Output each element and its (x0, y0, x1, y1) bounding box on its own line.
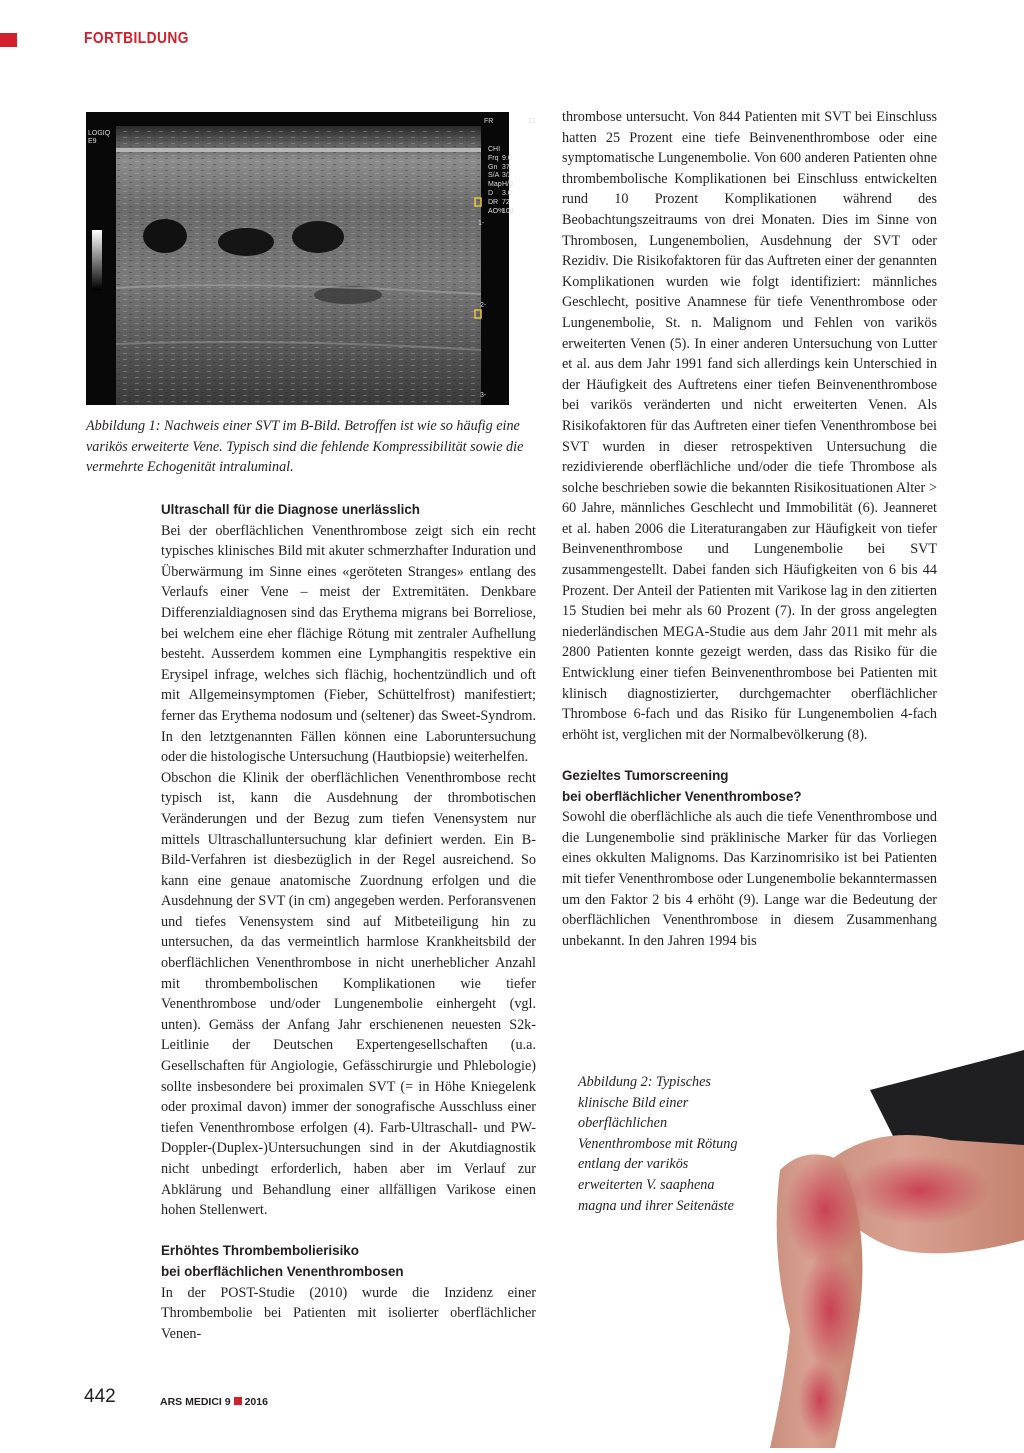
paragraph-right-2: Sowohl die oberflächliche als auch die tiefe Venenthrombose und die Lungenembolie sind präklinische Marker für das Vorliegen eines okkulten Malignoms. Das Karzinomrisiko ist bei Patienten mit tiefer Venenthrombose oder Lungenembolie bekanntermassen um den Faktor 2 bis 4 erhöht (9). Lange war die Bedeutung der oberflächlichen Venenthrombose in diesem Zusammenhang unbekannt. In den Jahren 1994 bis (562, 809, 937, 949)
scanner-param-name: DR (488, 198, 499, 206)
scanner-param-value: 3/2 (502, 172, 512, 180)
scanner-param-name: CHI (488, 146, 501, 153)
page-number: 442 (84, 1386, 116, 1407)
paragraph-left-3: In der POST-Studie (2010) wurde die Inzidenz einer Thrombembolie bei Patienten mit isolierter oberflächlicher Venen- (161, 1284, 536, 1342)
paragraph-right-1: thrombose untersucht. Von 844 Patienten mit SVT bei Einschluss hatten 25 Prozent eine tiefe Beinvenenthrombose oder eine symptomatische Lungenembolie. Von 600 anderen Patienten ohne thrombembolische Komplikationen bei Einschluss entwickelten rund 10 Prozent Komplikationen während des Beobachtungszeitraums von drei Monaten. Dies im Sinne von Thrombosen, Lungenembolien, Ausdehnung der SVT oder Rezidiv. Die Risikofaktoren für das Auftreten einer der genannten Komplikationen wurden wie folgt identifiziert: männliches Geschlecht, positive Anamnese für tiefe Venenthrombose oder Lungenembolie, St. n. Malignom und Fehlen von varikös erweiterten Venen (5). In einer anderen Untersuchung von Lutter et al. aus dem Jahr 1991 fand sich allerdings kein Unterschied in der Häufigkeit des Auftretens einer tiefen Beinvenenthrombose bei varikös veränderten und nicht erweiterten Venen. Als Risikofaktoren für das Auftreten einer tiefen Venenthrombose bei SVT wurden in dieser retrospektiven Untersuchung die rezidivierende oberflächliche und/oder die tiefe Thrombose als solche beschrieben sowie die bekannten Risikosituationen Alter > 60 Jahre, männliches Geschlecht und Immobilität (6). Jeanneret et al. haben 2006 die Literaturangaben zur Häufigkeit von tiefer Beinvenenthrombose und Lungenembolie bei SVT zusammengestellt. Dabei fanden sich Häufigkeiten von 6 bis 44 Prozent. Der Anteil der Patienten mit Varikose lag in den zitierten 15 Studien bei mehr als 60 Prozent (7). In der gross angelegten niederländischen MEGA-Studie aus dem Jahr 2011 mit mehr als 2800 Patienten konnte gezeigt werden, dass das Risiko für die Entwicklung einer tiefen Beinvenenthrombose bei Patienten mit klinisch diagnostizierter, durchgemachter oberflächlicher Thrombose 6-fach und das Risiko für Lungenembolien 4-fach erhöht ist, verglichen mit der Normalbevölkerung (8). (562, 109, 937, 743)
scanner-param-row (488, 172, 512, 181)
scanner-param-name: S/A (488, 172, 500, 180)
figure2-caption: Abbildung 2: Typisches klinische Bild einer oberflächlichen Venenthrombose mit Rötung entlang der varikös erweiterten V. saaphena magna und ihrer Seitenäste (578, 1074, 738, 1214)
section-title: FORTBILDUNG (84, 30, 189, 47)
heading-thrombembolierisiko-2: bei oberflächlichen Venenthrombosen (161, 1263, 404, 1279)
paragraph-left-1: Bei der oberflächlichen Venenthrombose zeigt sich ein recht typisches klinisches Bild mit akuter schmerzhafter Induration und Überwärmung im Sinne eines «geröteten Stranges» entlang des Verlaufs einer Vene – meist der Extremitäten. Denkbare Differenzialdiagnosen sind das Erythema migrans bei Borreliose, bei welchem eine eher flächige Rötung mit zentraler Aufhellung besteht. Ausserdem kommen eine Lymphangitis respektive ein Erysipel infrage, welches sich flächig, hochentzündlich und oft mit Allgemeinsymptomen (Fieber, Schüttelfrost) manifestiert; ferner das Erythema nodosum und (seltener) das Sweet-Syndrom. In den letztgenannten Fällen können eine Laboruntersuchung oder die histologische Untersuchung (Hautbiopsie) weiterhelfen. (161, 522, 536, 766)
scanner-param-name: D (488, 189, 494, 197)
left-column (161, 500, 536, 1344)
section-marker (0, 33, 17, 47)
right-column (562, 107, 937, 951)
journal-year: 2016 (244, 1396, 268, 1408)
scanner-param-value: 3.0 (502, 189, 512, 197)
paragraph-left-2: Obschon die Klinik der oberflächlichen Venenthrombose recht typisch ist, kann die Ausdehnung der thrombotischen Veränderungen und der Bezug zum tiefen Venensystem nur mittels Ultraschalluntersuchung klar definiert werden. Ein B-Bild-Verfahren ist diesbezüglich in der Regel ausreichend. So kann eine genaue anatomische Zuordnung erfolgen und die Ausdehnung der SVT (in cm) angegeben werden. Perforansvenen und tiefes Venensystem sind auf Mitbeteiligung hin zu untersuchen, da das vermeintlich harmlose Krankheitsbild der oberflächlichen Venenthrombose in nicht unerheblicher Anzahl mit thrombembolischen Komplikationen wie tiefer Venenthrombose und/oder Lungenembolie einhergeht (vgl. unten). Gemäss der Anfang Jahr erschienenen neuesten S2k-Leitlinie der Deutschen Expertengesellschaften (u.a. Gesellschaften für Angiologie, Gefässchirurgie und Phlebologie) sollte insbesondere bei proximalen SVT (= in Höhe Kniegelenk oder proximal davon) immer der sonografische Ausschluss einer tiefen Venenthrombose erfolgen (4). Farb-Ultraschall- und PW-Doppler-(Duplex-)Untersuchungen sind in der Akutdiagnostik nicht unbedingt erforderlich, haben aber im Verlauf zur Abklärung und Behandlung einer allfälligen Varikose einen hohen Stellenwert. (161, 769, 536, 1219)
scanner-param-name: Map (488, 181, 502, 189)
heading-thrombembolierisiko-1: Erhöhtes Thrombembolierisiko (161, 1243, 359, 1259)
scanner-params (488, 146, 514, 216)
leg-photo (750, 1050, 1024, 1448)
journal-footer (160, 1396, 268, 1408)
fr-label: FR (484, 118, 494, 125)
fr-value: 21 (528, 118, 536, 125)
scanner-brand: LOGIQ E9 (88, 130, 111, 145)
heading-tumorscreening-2: bei oberflächlicher Venenthrombose? (562, 788, 802, 804)
scanner-param-row (488, 207, 514, 217)
scanner-param-name: Gn (488, 163, 498, 171)
scanner-param-value: 72 (502, 198, 510, 206)
scanner-param-value: 100 (502, 207, 514, 215)
ultrasound-image (86, 112, 536, 405)
heading-ultraschall: Ultraschall für die Diagnose unerlässlich (161, 502, 420, 517)
scanner-param-row (488, 181, 513, 190)
scanner-param-row (488, 154, 512, 164)
scanner-param-name: AO% (488, 207, 505, 215)
scanner-param-row (488, 146, 508, 155)
svg-text:ꓲ: ꓲ (474, 199, 477, 209)
scanner-param-value: H/0 (502, 181, 513, 189)
scanner-param-value: 9.0 (502, 154, 512, 162)
scanner-param-row (488, 199, 508, 208)
scanner-param-row (488, 164, 508, 173)
depth-marker-2: 2- (480, 302, 487, 309)
journal-name: ARS MEDICI 9 (160, 1396, 231, 1408)
heading-tumorscreening-1: Gezieltes Tumorscreening (562, 768, 729, 783)
scanner-param-row (488, 189, 512, 199)
scanner-param-value: 37 (502, 163, 510, 171)
depth-marker-3: 3- (480, 392, 487, 399)
footer-square (234, 1397, 242, 1405)
figure1-caption: Abbildung 1: Nachweis einer SVT im B-Bild. Betroffen ist wie so häufig eine varikös erweiterte Vene. Typisch sind die fehlende Kompressibilität sowie die vermehrte Echogenität intraluminal. (86, 418, 524, 476)
scanner-param-name: Frq (488, 154, 499, 162)
depth-marker-1: 1- (478, 220, 485, 227)
